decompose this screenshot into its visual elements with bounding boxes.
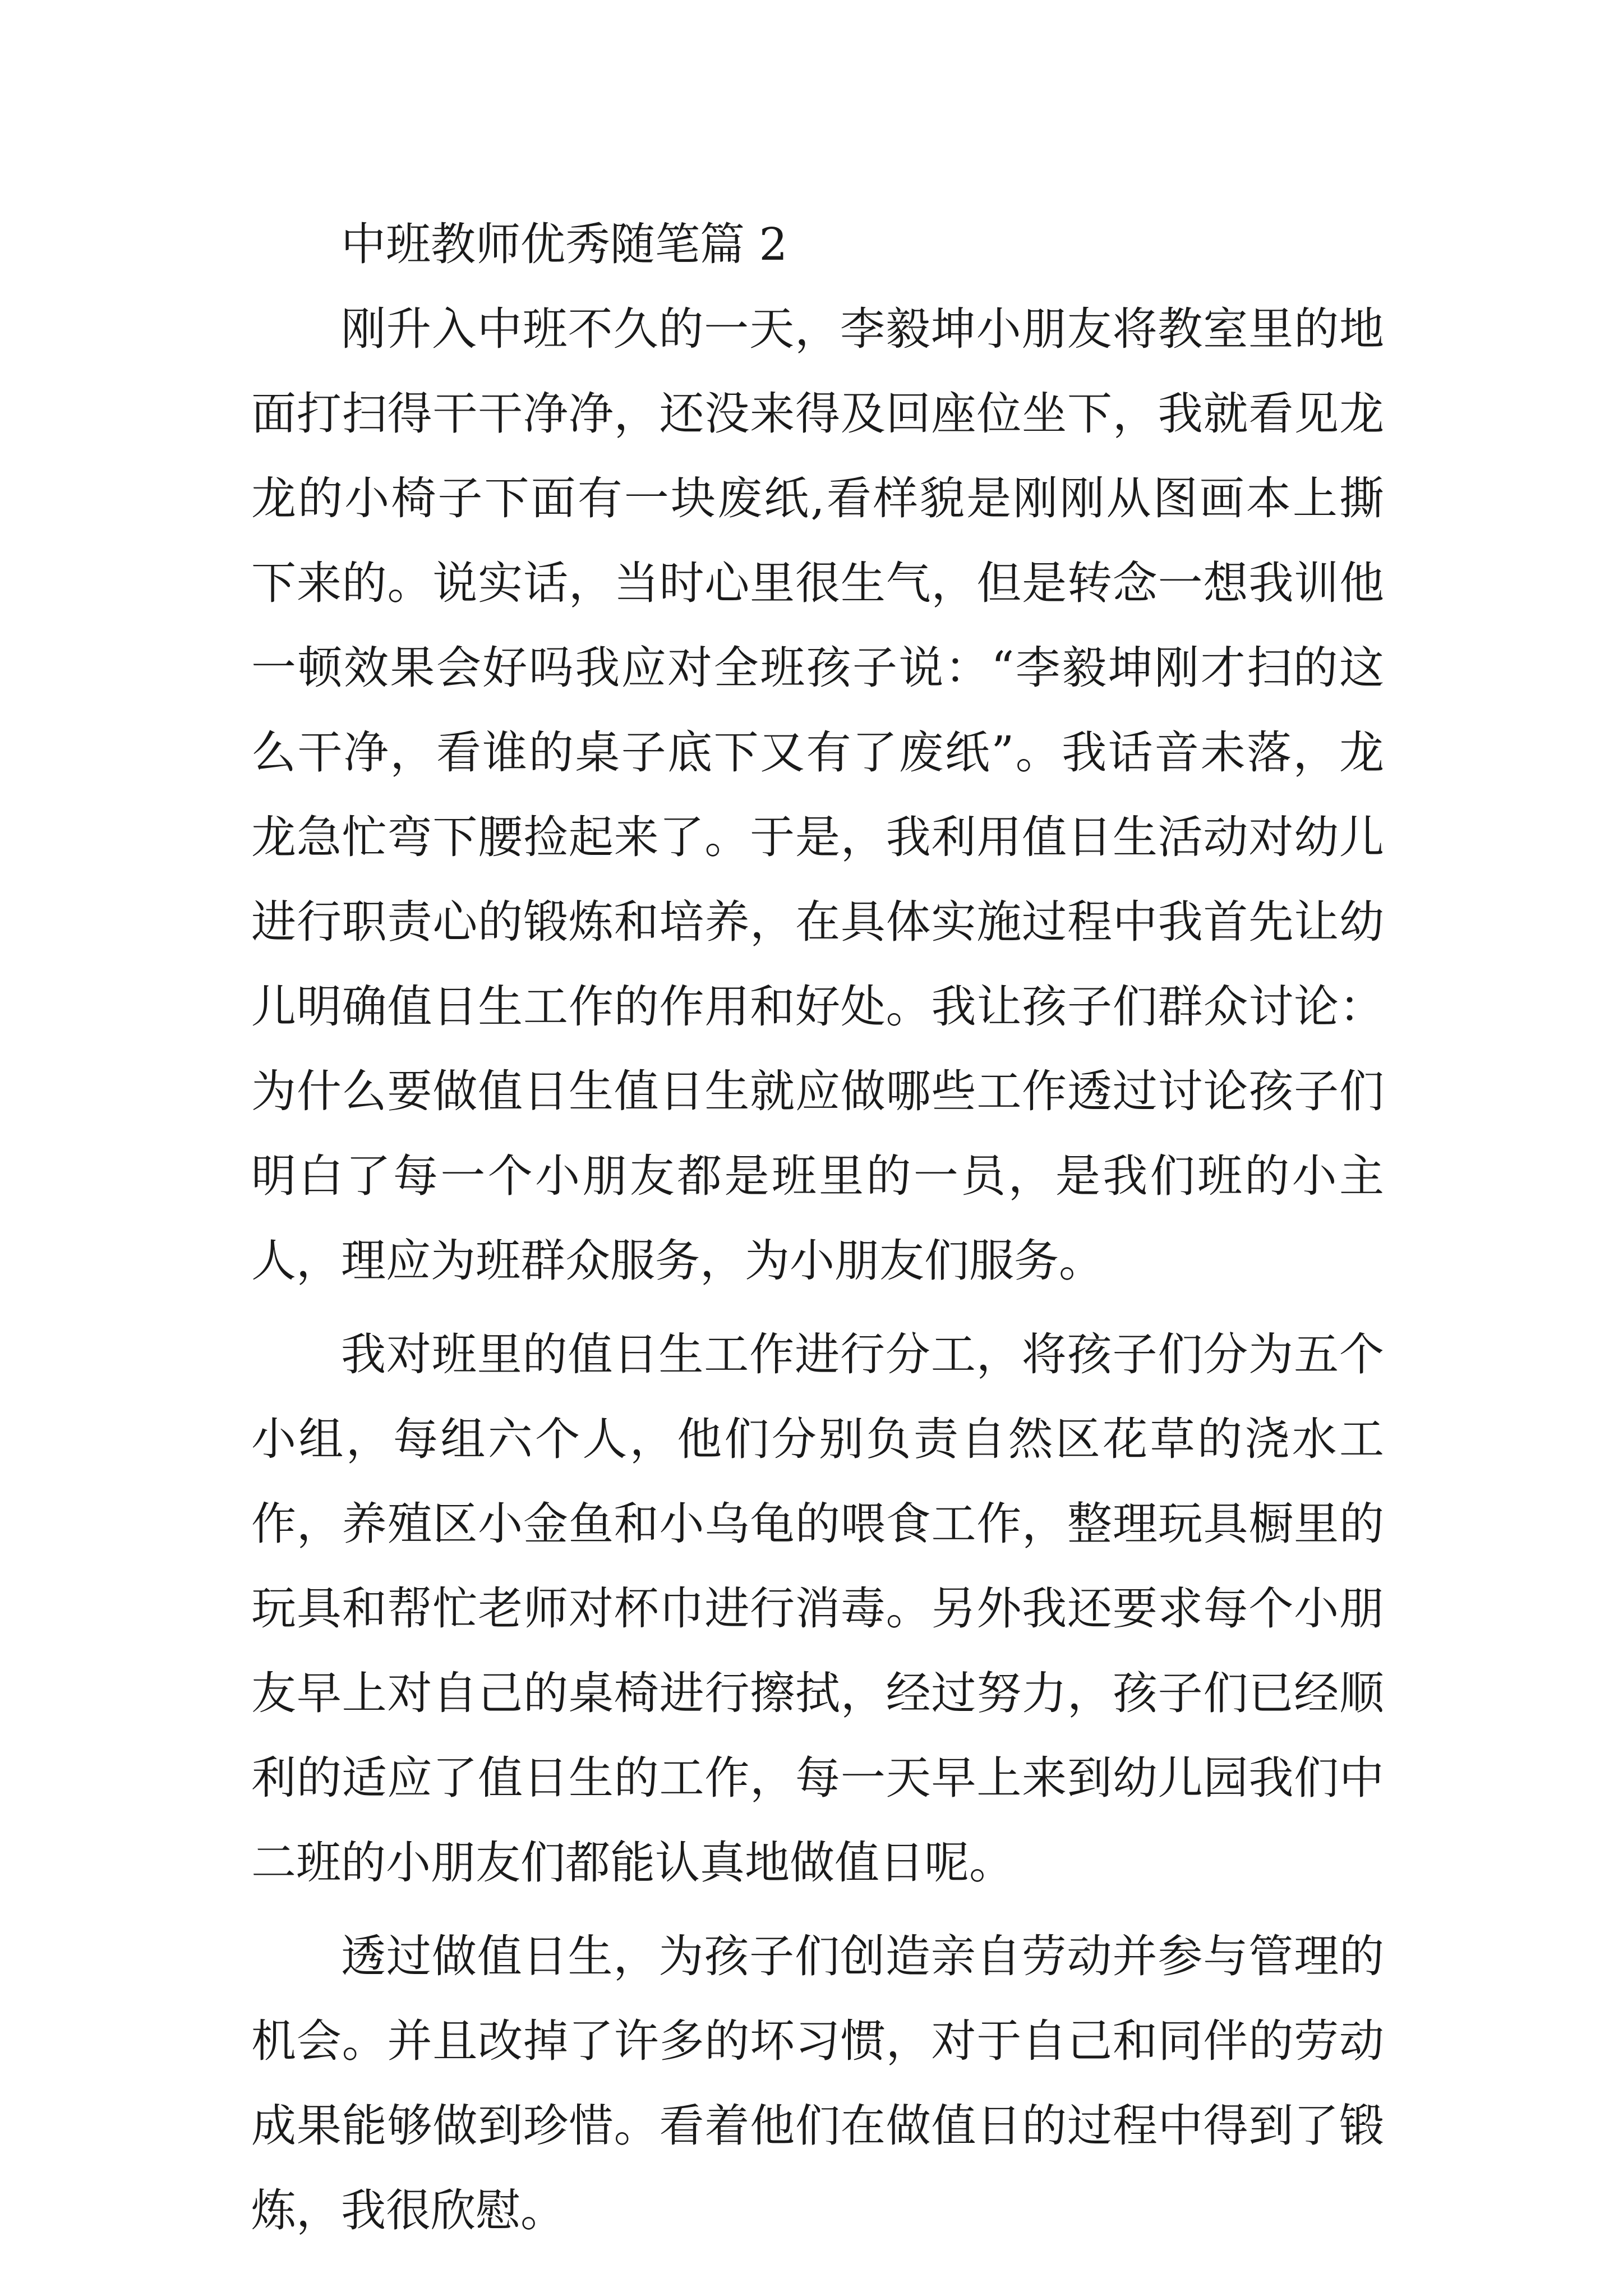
document-body xyxy=(251,202,1384,2253)
document-title: 中班教师优秀随笔篇 2 xyxy=(341,218,788,270)
paragraph-3: 透过做值日生，为孩子们创造亲自劳动并参与管理的机会。并且改掉了许多的坏习惯，对于自己和同伴的劳动成果能够做到珍惜。看着他们在做值日的过程中得到了锻炼，我很欣慰。 xyxy=(251,1930,1384,2237)
paragraph-1: 刚升入中班不久的一天，李毅坤小朋友将教室里的地面打扫得干干净净，还没来得及回座位坐下，我就看见龙龙的小椅子下面有一块废纸,看样貌是刚刚从图画本上撕下来的。说实话，当时心里很生气，但是转念一想我训他一顿效果会好吗我应对全班孩子说：“李毅坤刚才扫的这么干净，看谁的桌子底下又有了废纸”。我话音未落，龙龙急忙弯下腰捡起来了。于是，我利用值日生活动对幼儿进行职责心的锻炼和培养，在具体实施过程中我首先让幼儿明确值日生工作的作用和好处。我让孩子们群众讨论：为什么要做值日生值日生就应做哪些工作透过讨论孩子们明白了每一个小朋友都是班里的一员，是我们班的小主人，理应为班群众服务，为小朋友们服务。 xyxy=(251,303,1384,1287)
paragraph-2: 我对班里的值日生工作进行分工，将孩子们分为五个小组，每组六个人，他们分别负责自然区花草的浇水工作，养殖区小金鱼和小乌龟的喂食工作，整理玩具橱里的玩具和帮忙老师对杯巾进行消毒。另外我还要求每个小朋友早上对自己的桌椅进行擦拭，经过努力，孩子们已经顺利的适应了值日生的工作，每一天早上来到幼儿园我们中二班的小朋友们都能认真地做值日呢。 xyxy=(251,1328,1384,1889)
